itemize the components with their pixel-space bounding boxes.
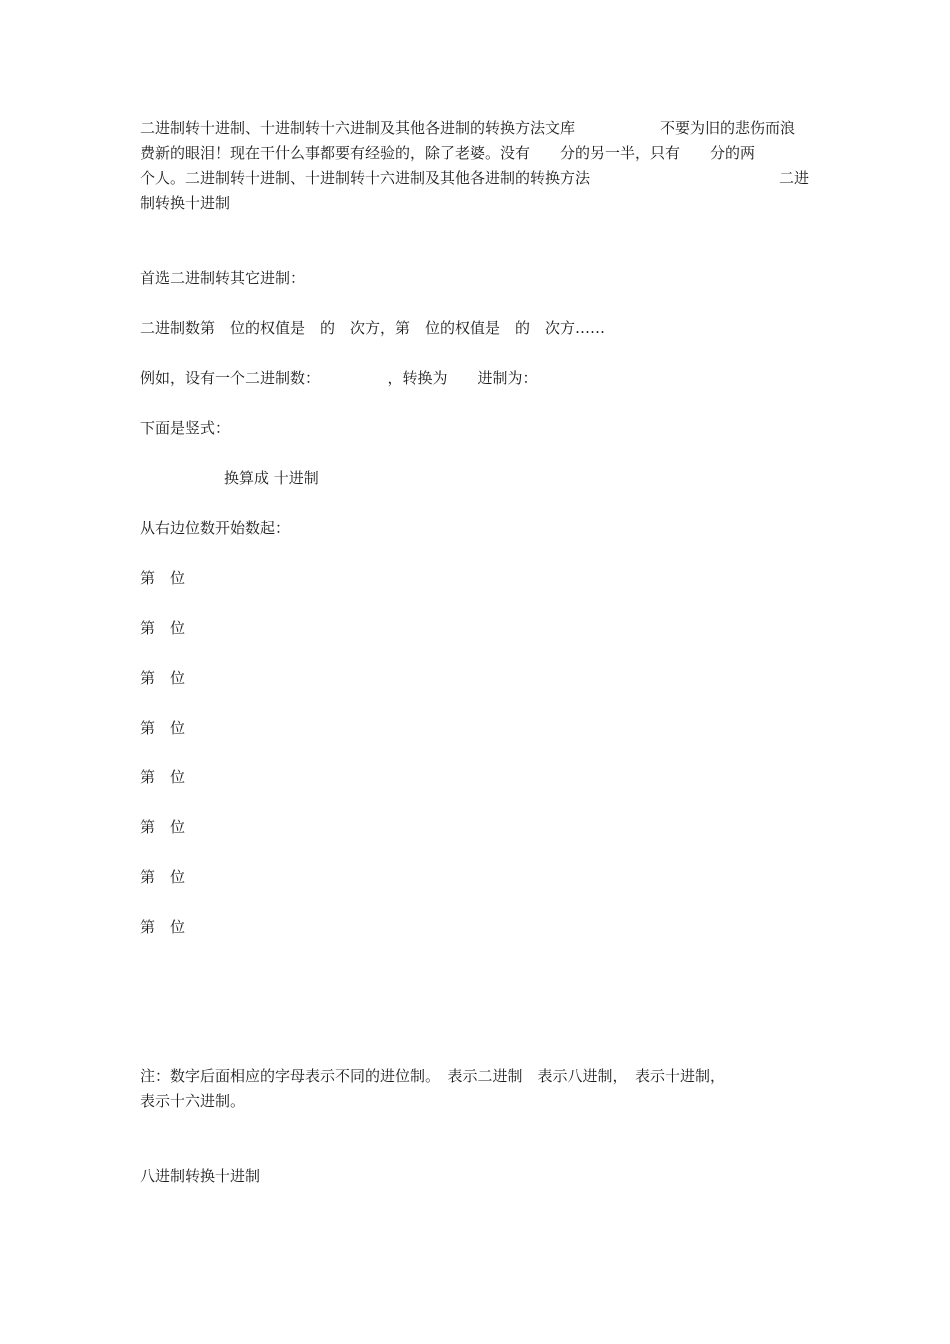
position-item: 第 位 bbox=[140, 619, 186, 637]
intro-line-2: 费新的眼泪！现在干什么事都要有经验的，除了老婆。没有 分的另一半，只有 分的两 bbox=[140, 144, 756, 162]
intro-line-1-left: 二进制转十进制、十进制转十六进制及其他各进制的转换方法文库 bbox=[140, 119, 576, 137]
position-item: 第 位 bbox=[140, 719, 186, 737]
position-item: 第 位 bbox=[140, 569, 186, 587]
intro-line-3-right: 二进 bbox=[779, 169, 810, 187]
note-line-2: 表示十六进制。 bbox=[140, 1092, 246, 1110]
position-item: 第 位 bbox=[140, 768, 186, 786]
position-item: 第 位 bbox=[140, 918, 186, 936]
note-line-1: 注：数字后面相应的字母表示不同的进位制。 表示二进制 表示八进制， 表示十进制， bbox=[140, 1067, 726, 1085]
count-from-right-label: 从右边位数开始数起： bbox=[140, 519, 291, 537]
section-heading-octal: 八进制转换十进制 bbox=[140, 1167, 261, 1185]
vertical-form-label: 下面是竖式： bbox=[140, 419, 231, 437]
position-item: 第 位 bbox=[140, 818, 186, 836]
convert-label: 换算成 十进制 bbox=[224, 469, 319, 487]
weight-description: 二进制数第 位的权值是 的 次方，第 位的权值是 的 次方…… bbox=[140, 319, 606, 337]
position-item: 第 位 bbox=[140, 669, 186, 687]
intro-line-4: 制转换十进制 bbox=[140, 194, 231, 212]
example-line: 例如，设有一个二进制数： ，转换为 进制为： bbox=[140, 369, 538, 387]
intro-line-1-right: 不要为旧的悲伤而浪 bbox=[660, 119, 796, 137]
section-heading-binary: 首选二进制转其它进制： bbox=[140, 269, 306, 287]
intro-line-3-left: 个人。二进制转十进制、十进制转十六进制及其他各进制的转换方法 bbox=[140, 169, 591, 187]
position-item: 第 位 bbox=[140, 868, 186, 886]
